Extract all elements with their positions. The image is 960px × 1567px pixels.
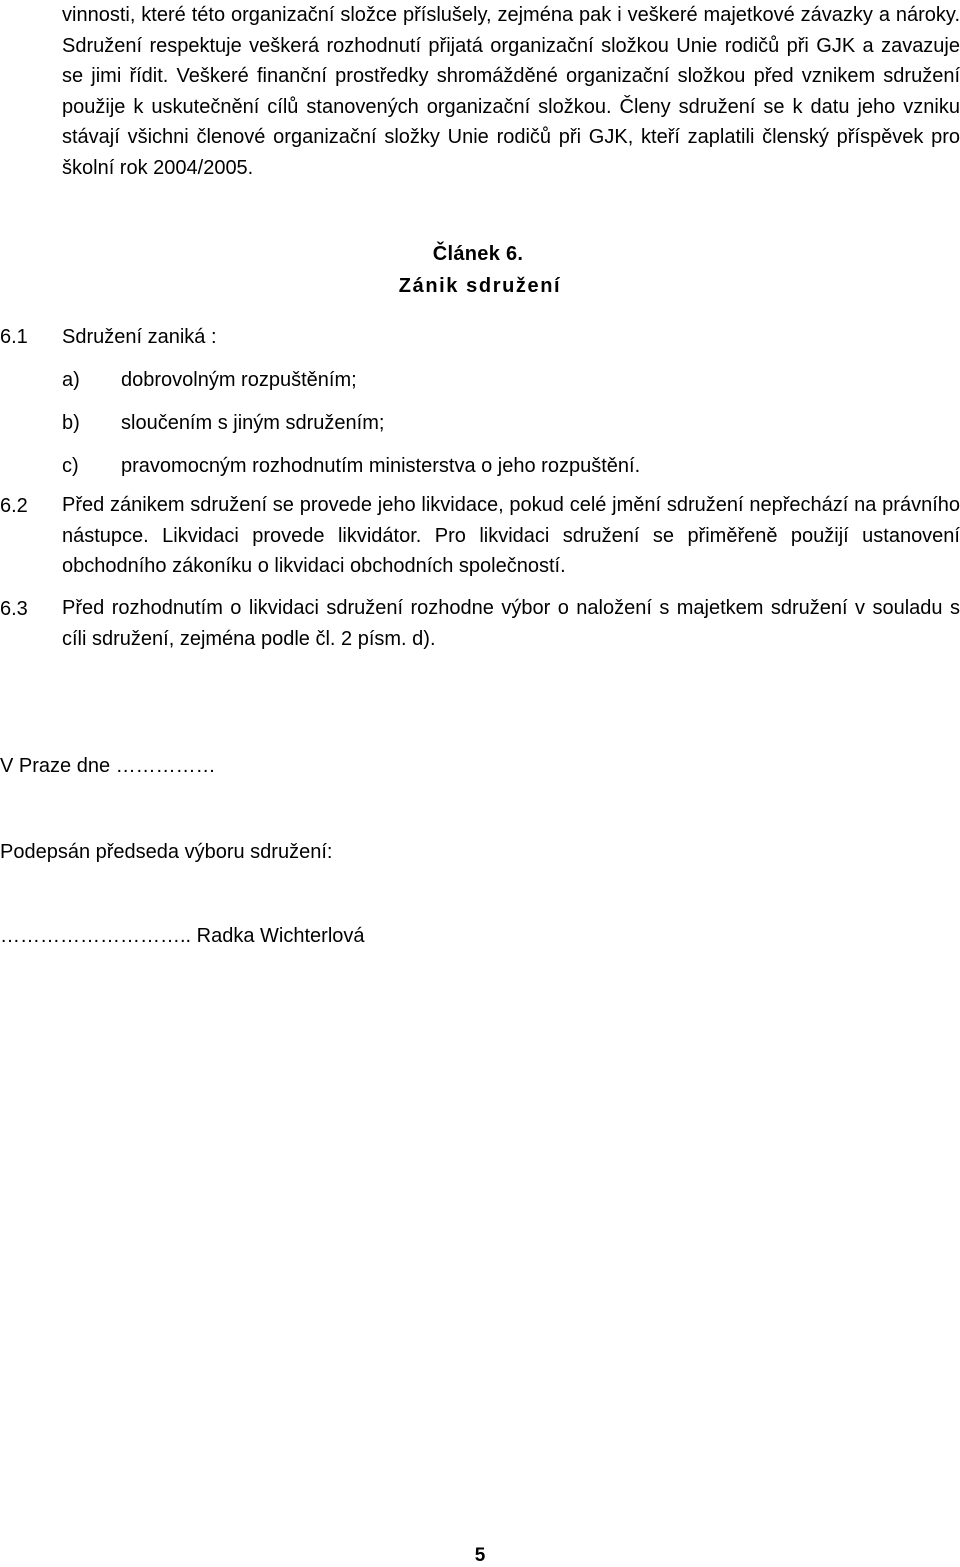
signature-line: ……………………….. Radka Wichterlová — [0, 925, 365, 947]
list-item-text: sloučením s jiným sdružením; — [121, 412, 385, 434]
article-title: Zánik sdružení — [398, 275, 562, 297]
clause-number: 6.1 — [0, 326, 28, 348]
list-item-letter: b) — [62, 412, 80, 434]
clause-text: Před rozhodnutím o likvidaci sdružení rozhodne výbor o naložení s majetkem sdružení v souladu s cíli sdružení, zejména podle čl. 2 písm. d). — [62, 597, 960, 650]
place-date-line: V Praze dne …………… — [0, 755, 216, 777]
article-number: Článek 6. — [432, 243, 524, 265]
list-item-letter: c) — [62, 455, 79, 477]
clause-number: 6.3 — [0, 598, 28, 620]
signed-by-label: Podepsán předseda výboru sdružení: — [0, 841, 333, 863]
clause-text: Sdružení zaniká : — [62, 326, 217, 348]
list-item-letter: a) — [62, 369, 80, 391]
clause-text: Před zánikem sdružení se provede jeho likvidace, pokud celé jmění sdružení nepřechází na právního nástupce. Likvidaci provede likvidátor. Pro likvidaci sdružení se přiměřeně použijí ustanovení obchodního zákoníku o likvidaci obchodních společností. — [62, 494, 960, 577]
intro-paragraph: vinnosti, které této organizační složce příslušely, zejména pak i veškeré majetkové závazky a nároky. Sdružení respektuje veškerá rozhodnutí přijatá organizační složkou Unie rodičů při GJK a zavazuje se jimi řídit. Veškeré finanční prostředky shromážděné organizační složkou před vznikem sdružení použije k uskutečnění cílů stanovených organizační složkou. Členy sdružení se k datu jeho vzniku stávají všichni členové organizační složky Unie rodičů při GJK, kteří zaplatili členský příspěvek pro školní rok 2004/2005. — [62, 4, 960, 179]
list-item-text: pravomocným rozhodnutím ministerstva o jeho rozpuštění. — [121, 455, 641, 477]
clause-number: 6.2 — [0, 495, 28, 517]
page-number: 5 — [474, 1545, 486, 1566]
list-item-text: dobrovolným rozpuštěním; — [121, 369, 357, 391]
